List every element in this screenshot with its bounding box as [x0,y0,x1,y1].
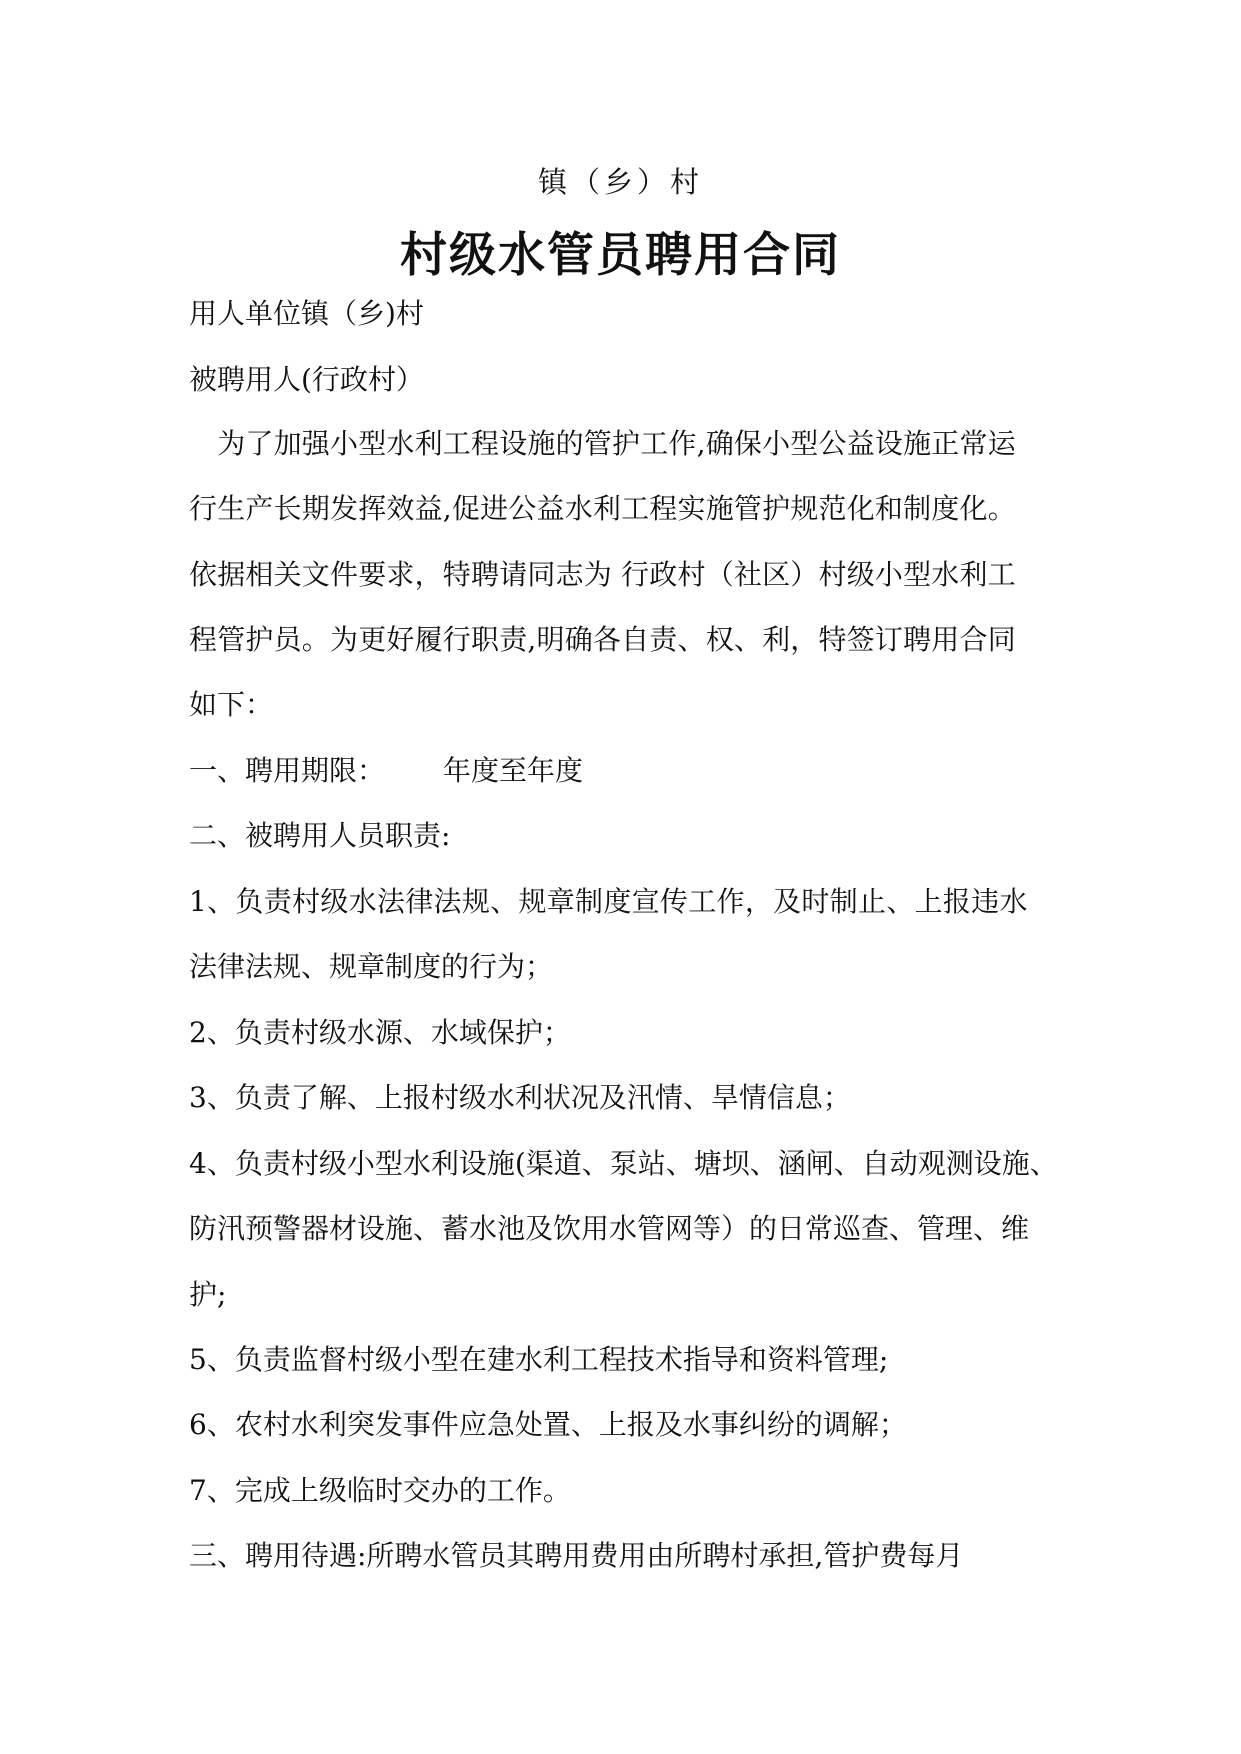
intro-line: 依据相关文件要求，特聘请同志为 行政村（社区）村级小型水利工 [189,558,1016,591]
employee-line: 被聘用人(行政村） [189,363,424,396]
intro-line: 为了加强小型水利工程设施的管护工作,确保小型公益设施正常运 [189,427,1016,460]
document-title: 村级水管员聘用合同 [400,228,841,283]
duty-line: 法律法规、规章制度的行为； [189,950,554,983]
duty-line: 4、负责村级小型水利设施(渠道、泵站、塘坝、涵闸、自动观测设施、 [189,1147,1058,1180]
duty-line: 3、负责了解、上报村级水利状况及汛情、旱情信息； [189,1081,851,1114]
duty-line: 5、负责监督村级小型在建水利工程技术指导和资料管理; [189,1343,889,1376]
duty-line: 7、完成上级临时交办的工作。 [189,1474,571,1507]
duty-line: 护; [189,1278,227,1311]
section1-term-line [189,751,1059,791]
duty-line: 2、负责村级水源、水域保护； [189,1016,571,1049]
duty-line: 1、负责村级水法律法规、规章制度宣传工作，及时制止、上报违水 [189,885,1028,918]
section2-heading: 二、被聘用人员职责: [189,819,451,852]
intro-line: 行生产长期发挥效益,促进公益水利工程实施管护规范化和制度化。 [189,492,1016,525]
employer-line: 用人单位镇（乡)村 [189,297,424,330]
duty-line: 6、农村水利突发事件应急处置、上报及水事纠纷的调解； [189,1408,907,1441]
document-subtitle: 镇（乡）村 [537,165,703,199]
duty-line: 防汛预警器材设施、蓄水池及饮用水管网等）的日常巡查、管理、维 [189,1212,1030,1245]
intro-line: 如下： [189,688,274,721]
intro-line: 程管护员。为更好履行职责,明确各自责、权、利，特签订聘用合同 [189,623,1016,656]
section1-value: 年度至年度 [443,754,584,787]
section3-line: 三、聘用待遇:所聘水管员其聘用费用由所聘村承担,管护费每月 [189,1539,964,1572]
section1-label: 一、聘用期限： [189,754,386,787]
